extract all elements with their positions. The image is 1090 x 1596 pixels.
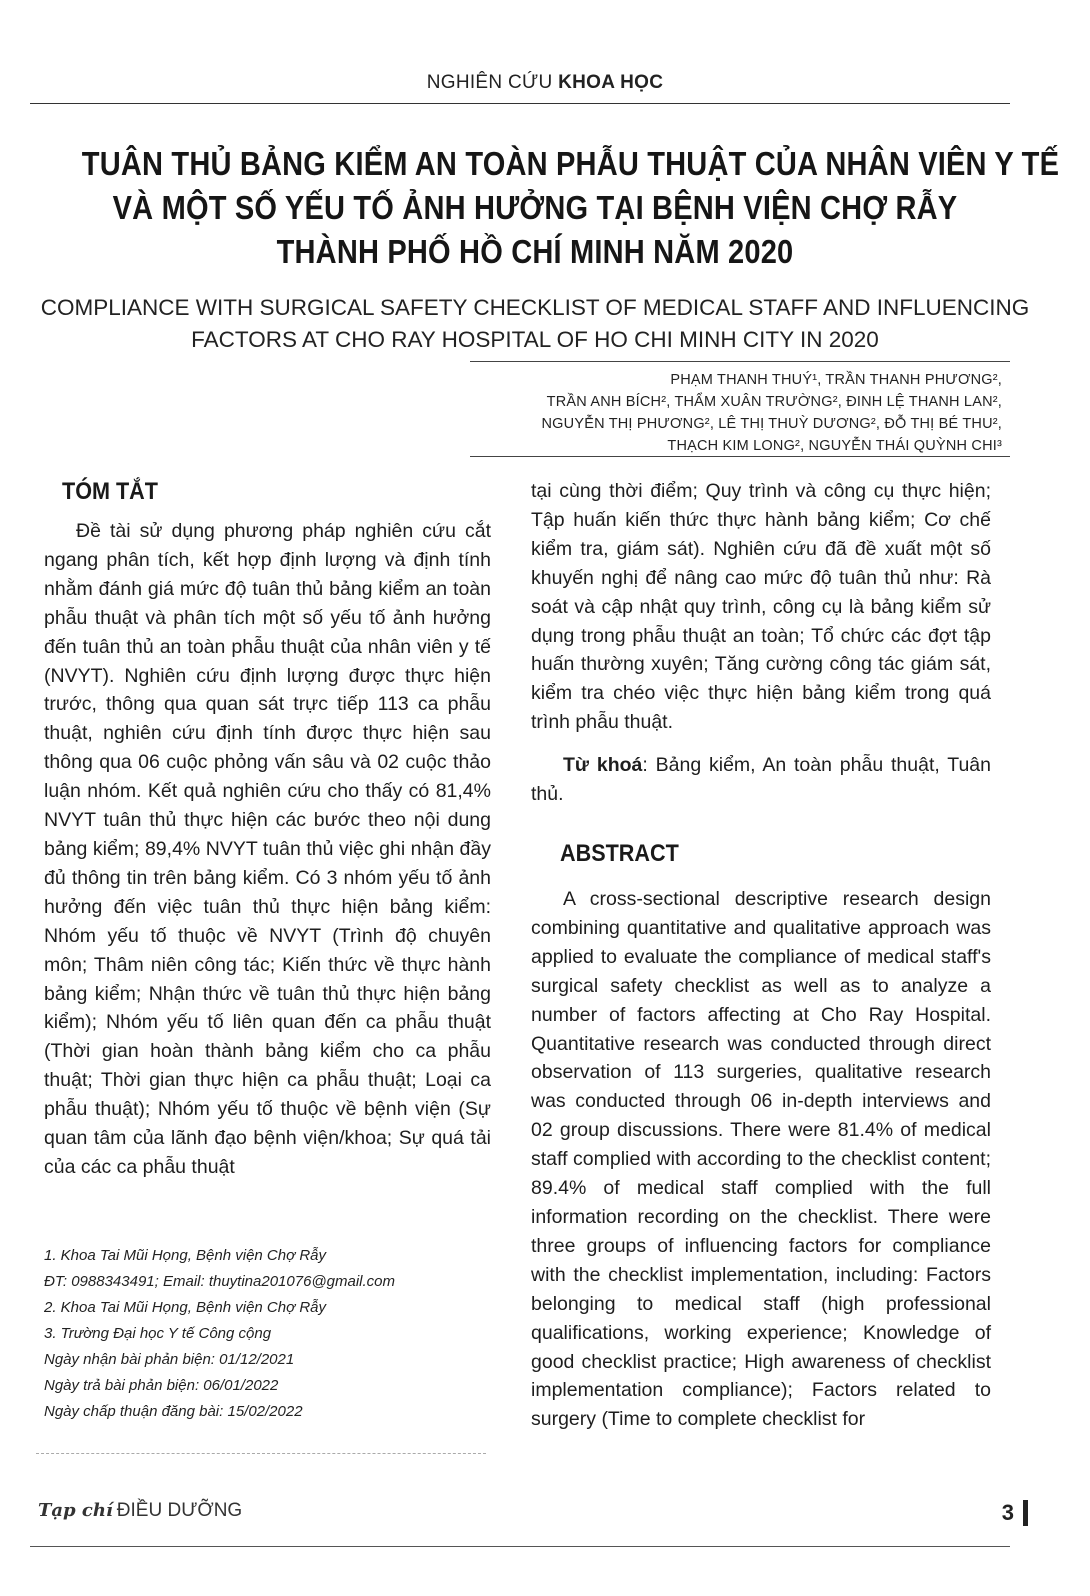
summary-column-left bbox=[44, 517, 491, 1182]
footnote-received-date: Ngày nhận bài phản biện: 01/12/2021 bbox=[44, 1351, 295, 1368]
article-title-english bbox=[20, 292, 1050, 356]
keywords-paragraph bbox=[531, 751, 991, 809]
abstract-column bbox=[531, 885, 991, 1434]
header-section-plain: NGHIÊN CỨU bbox=[426, 72, 559, 93]
footnote-affiliation-1: 1. Khoa Tai Mũi Họng, Bệnh viện Chợ Rẫy bbox=[44, 1247, 327, 1264]
article-title-vietnamese bbox=[81, 142, 1060, 274]
title-vi-line-1: TUÂN THỦ BẢNG KIỂM AN TOÀN PHẪU THUẬT CỦA NHÂN VIÊN Y TẾ bbox=[81, 145, 1060, 182]
journal-footer bbox=[38, 1500, 242, 1522]
abstract-heading: ABSTRACT bbox=[560, 840, 679, 867]
title-vi-line-3: THÀNH PHỐ HỒ CHÍ MINH NĂM 2020 bbox=[276, 233, 794, 270]
footnote-divider bbox=[36, 1453, 486, 1454]
title-en-line-2: FACTORS AT CHO RAY HOSPITAL OF HO CHI MINH CITY IN 2020 bbox=[191, 327, 879, 352]
footnote-revised-date: Ngày trả bài phản biện: 06/01/2022 bbox=[44, 1377, 279, 1394]
summary-paragraph-left: Đề tài sử dụng phương pháp nghiên cứu cắt ngang phân tích, kết hợp định lượng và định tính nhằm đánh giá mức độ tuân thủ bảng kiểm an toàn phẫu thuật và phân tích một số yếu tố ảnh hưởng đến tuân thủ an toàn phẫu thuật của nhân viên y tế (NVYT). Nghiên cứu định lượng được thực hiện trước, thông qua quan sát trực tiếp 113 ca phẫu thuật, nghiên cứu định tính được thực hiện sau thông qua 06 cuộc phỏng vấn sâu và 02 cuộc thảo luận nhóm. Kết quả nghiên cứu cho thấy có 81,4% NVYT tuân thủ thực hiện các bước theo nội dung bảng kiểm; 89,4% NVYT tuân thủ việc ghi nhận đầy đủ thông tin trên bảng kiểm. Có 3 nhóm yếu tố ảnh hưởng đến việc tuân thủ thực hiện bảng kiểm: Nhóm yếu tố thuộc về NVYT (Trình độ chuyên môn; Thâm niên công tác; Kiến thức về thực hành bảng kiểm; Nhận thức về tuân thủ thực hiện bảng kiểm); Nhóm yếu tố liên quan đến ca phẫu thuật (Thời gian hoàn thành bảng kiểm cho ca phẫu thuật; Thời gian thực hiện ca phẫu thuật; Loại ca phẫu thuật); Nhóm yếu tố thuộc về bệnh viện (Sự quan tâm của lãnh đạo bệnh viện/khoa; Sự quá tải của các ca phẫu thuật bbox=[44, 520, 491, 1178]
journal-script-label: Tạp chí bbox=[38, 1500, 113, 1521]
header-section-bold: KHOA HỌC bbox=[558, 72, 664, 93]
abstract-paragraph: A cross-sectional descriptive research design combining quantitative and qualitative approach was applied to evaluate the compliance of medical staff's surgical safety checklist as well as to analyze a number of factors affecting at Cho Ray Hospital. Quantitative research was conducted through direct observation of 113 surgeries, qualitative research was conducted through 06 in-depth interviews and 02 group discussions. There were 81.4% of medical staff complied with according to the checklist content; 89.4% of medical staff complied with the full information recording on the checklist. There were three groups of influencing factors for compliance with the checklist implementation, including: Factors belonging to medical staff (high professional qualifications, working experience; Knowledge of good checklist practice; High awareness of checklist implementation compliance); Factors related to surgery (Time to complete checklist for bbox=[531, 888, 991, 1431]
footnote-affiliation-2: 2. Khoa Tai Mũi Họng, Bệnh viện Chợ Rẫy bbox=[44, 1299, 327, 1316]
summary-heading: TÓM TẮT bbox=[62, 478, 158, 505]
running-header bbox=[0, 72, 1090, 94]
authors-bottom-rule bbox=[470, 456, 1010, 457]
footnotes bbox=[44, 1243, 484, 1425]
author-list bbox=[440, 369, 1002, 457]
footnote-affiliation-3: 3. Trường Đại học Y tế Công cộng bbox=[44, 1325, 272, 1342]
author-line-3: NGUYỄN THỊ PHƯƠNG², LÊ THỊ THUỲ DƯƠNG², ĐỖ THỊ BÉ THU², bbox=[541, 416, 1002, 432]
title-vi-line-2: VÀ MỘT SỐ YẾU TỐ ẢNH HƯỞNG TẠI BỆNH VIỆN CHỢ RẪY bbox=[112, 189, 958, 226]
author-line-4: THẠCH KIM LONG², NGUYỄN THÁI QUỲNH CHI³ bbox=[667, 438, 1002, 454]
title-en-line-1: COMPLIANCE WITH SURGICAL SAFETY CHECKLIST OF MEDICAL STAFF AND INFLUENCING bbox=[40, 295, 1030, 320]
authors-top-rule bbox=[470, 361, 1010, 362]
summary-column-right bbox=[531, 477, 991, 809]
summary-paragraph-right: tại cùng thời điểm; Quy trình và công cụ thực hiện; Tập huấn kiến thức thực hành bảng kiểm; Cơ chế kiểm tra, giám sát). Nghiên cứu đã đề xuất một số khuyến nghị để nâng cao mức độ tuân thủ như: Rà soát và cập nhật quy trình, công cụ là bảng kiểm sử dụng trong phẫu thuật an toàn; Tổ chức các đợt tập huấn thường xuyên; Tăng cường công tác giám sát, kiểm tra chéo việc thực hiện bảng kiểm trong quá trình phẫu thuật. bbox=[531, 480, 991, 734]
footnote-accepted-date: Ngày chấp thuận đăng bài: 15/02/2022 bbox=[44, 1403, 303, 1420]
page-number: 3 bbox=[1001, 1500, 1014, 1525]
footer-rule bbox=[30, 1546, 1010, 1547]
page-number-bar bbox=[1023, 1500, 1028, 1526]
author-line-2: TRẦN ANH BÍCH², THẨM XUÂN TRƯỜNG², ĐINH LỆ THANH LAN², bbox=[546, 394, 1002, 410]
journal-name: ĐIỀU DƯỠNG bbox=[116, 1500, 243, 1521]
header-rule bbox=[30, 103, 1010, 104]
keywords-text: : Bảng kiểm, An toàn phẫu thuật, Tuân thủ. bbox=[531, 754, 991, 806]
keywords-label: Từ khoá bbox=[563, 754, 643, 777]
footnote-contact: ĐT: 0988343491; Email: thuytina201076@gmail.com bbox=[44, 1273, 395, 1290]
author-line-1: PHẠM THANH THUÝ¹, TRẦN THANH PHƯƠNG², bbox=[670, 372, 1002, 388]
